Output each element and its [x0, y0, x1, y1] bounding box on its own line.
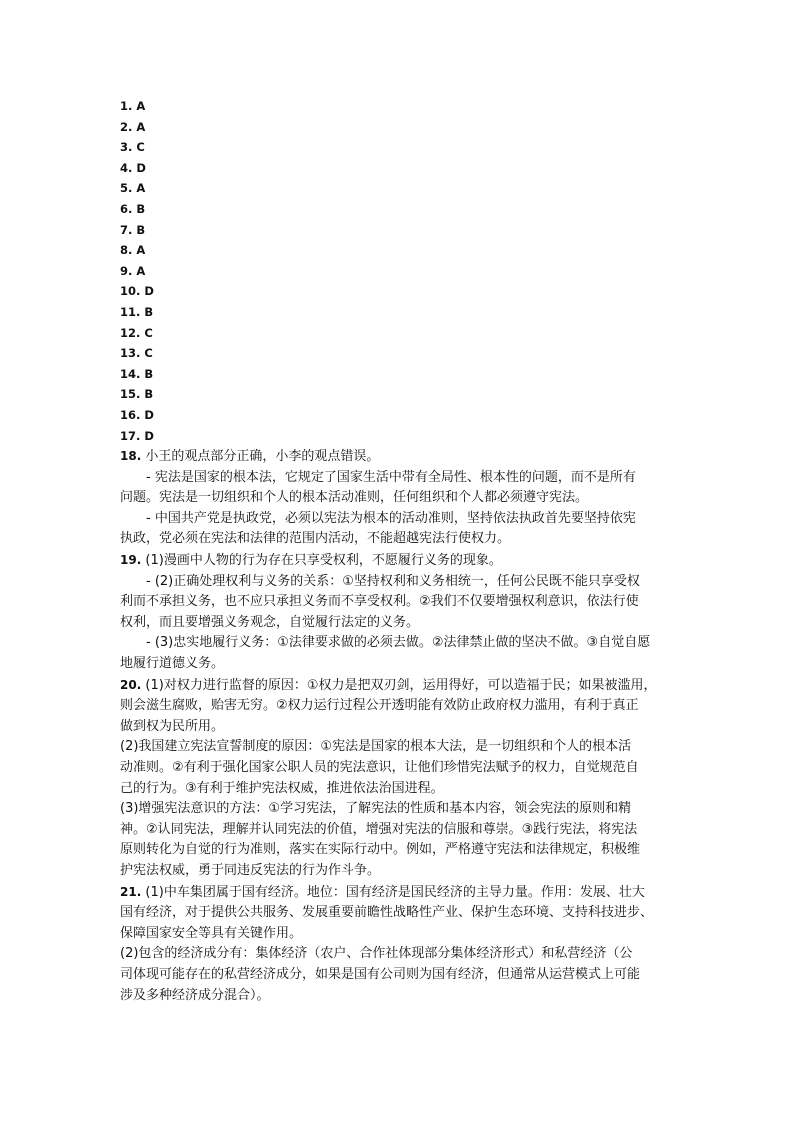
mc-answer-row — [120, 240, 680, 261]
mc-answer-letter: C — [136, 140, 145, 155]
question-number: 19. — [120, 553, 142, 568]
mc-answer-letter: D — [144, 428, 154, 443]
mc-answer-row — [120, 426, 680, 447]
question-number: 15. — [120, 387, 141, 402]
question-number: 17. — [120, 428, 141, 443]
question-19 — [120, 550, 680, 675]
mc-answer-letter: C — [144, 325, 153, 340]
question-number: 9. — [120, 263, 133, 278]
answer-text: 地履行道德义务。 — [120, 656, 225, 672]
answer-text: - (2)正确处理权利与义务的关系：①坚持权利和义务相统一，任何公民既不能只享受权 — [146, 573, 640, 589]
mc-answer-row — [120, 281, 680, 302]
mc-answer-letter: C — [144, 346, 153, 361]
answer-text: (3)增强宪法意识的方法：①学习宪法，了解宪法的性质和基本内容，领会宪法的原则和精 — [120, 801, 632, 817]
mc-answer-row — [120, 178, 680, 199]
answer-document — [120, 96, 680, 1006]
multiple-choice-answers — [120, 96, 680, 446]
answer-text: 利而不承担义务，也不应只承担义务而不享受权利。②我们不仅要增强权利意识，依法行使 — [120, 594, 639, 610]
answer-text: 执政，党必须在宪法和法律的范围内活动，不能超越宪法行使权力。 — [120, 531, 511, 547]
mc-answer-row — [120, 302, 680, 323]
answer-text: (2)我国建立宪法宣誓制度的原因：①宪法是国家的根本大法，是一切组织和个人的根本活 — [120, 739, 632, 755]
mc-answer-letter: D — [144, 407, 154, 422]
mc-answer-letter: B — [144, 304, 154, 319]
question-number: 21. — [120, 884, 142, 899]
question-number: 7. — [120, 222, 133, 237]
question-number: 16. — [120, 407, 141, 422]
question-number: 14. — [120, 366, 141, 381]
answer-text: - 中国共产党是执政党，必须以宪法为根本的活动准则，坚持依法执政首先要坚持依宪 — [146, 510, 636, 526]
answer-text: (1)对权力进行监督的原因：①权力是把双刃剑，运用得好，可以造福于民；如果被滥用， — [141, 677, 657, 693]
answer-text: 问题。宪法是一切组织和个人的根本活动准则，任何组织和个人都必须遵守宪法。 — [120, 490, 589, 506]
mc-answer-row — [120, 96, 680, 117]
question-number: 18. — [120, 449, 142, 464]
answer-text: (2)包含的经济成分有：集体经济（农户、合作社体现部分集体经济形式）和私营经济（公 — [120, 946, 633, 962]
mc-answer-row — [120, 220, 680, 241]
mc-answer-row — [120, 117, 680, 138]
question-number: 4. — [120, 160, 133, 175]
mc-answer-letter: A — [136, 181, 146, 196]
answer-text: 原则转化为自觉的行为准则，落实在实际行动中。例如，严格遵守宪法和法律规定，积极维 — [120, 842, 641, 858]
question-20 — [120, 675, 680, 882]
answer-text: 司体现可能存在的私营经济成分，如果是国有公司则为国有经济，但通常从运营模式上可能 — [120, 966, 641, 982]
mc-answer-row — [120, 323, 680, 344]
mc-answer-row — [120, 343, 680, 364]
question-18 — [120, 446, 680, 550]
mc-answer-letter: D — [136, 160, 146, 175]
mc-answer-letter: D — [144, 284, 154, 299]
mc-answer-letter: B — [144, 387, 154, 402]
answer-text: 则会滋生腐败，贻害无穷。②权力运行过程公开透明能有效防止政府权力滥用，有利于真正 — [120, 698, 639, 714]
answer-text: 神。②认同宪法，理解并认同宪法的价值，增强对宪法的信服和尊崇。③践行宪法，将宪法 — [120, 821, 638, 837]
question-number: 2. — [120, 119, 133, 134]
mc-answer-letter: A — [136, 243, 146, 258]
question-number: 20. — [120, 677, 142, 692]
question-number: 6. — [120, 201, 133, 216]
mc-answer-row — [120, 364, 680, 385]
mc-answer-letter: B — [144, 366, 154, 381]
answer-text: 动准则。②有利于强化国家公职人员的宪法意识，让他们珍惜宪法赋予的权力，自觉规范自 — [120, 760, 639, 775]
answer-text: 保障国家安全等具有关键作用。 — [120, 925, 303, 941]
answer-text: 护宪法权威，勇于同违反宪法的行为作斗争。 — [120, 862, 381, 878]
mc-answer-row — [120, 405, 680, 426]
answer-text: 涉及多种经济成分混合）。 — [120, 987, 270, 1003]
answer-text: 小王的观点部分正确，小李的观点错误。 — [141, 449, 380, 465]
mc-answer-row — [120, 384, 680, 405]
question-number: 11. — [120, 304, 141, 319]
answer-text: 权利，而且要增强义务观念，自觉履行法定的义务。 — [120, 614, 420, 630]
question-number: 8. — [120, 243, 133, 258]
mc-answer-letter: A — [136, 99, 146, 113]
question-number: 5. — [120, 181, 133, 196]
answer-text: 己的行为。③有利于维护宪法权威，推进依法治国进程。 — [120, 780, 444, 796]
question-number: 13. — [120, 346, 141, 361]
question-number: 3. — [120, 140, 133, 155]
question-21 — [120, 882, 680, 1007]
question-number: 12. — [120, 325, 141, 340]
mc-answer-row — [120, 199, 680, 220]
answer-text: 做到权为民所用。 — [120, 718, 225, 734]
answer-text: - 宪法是国家的根本法，它规定了国家生活中带有全局性、根本性的问题，而不是所有 — [146, 469, 636, 485]
mc-answer-letter: A — [136, 263, 146, 278]
mc-answer-row — [120, 137, 680, 158]
answer-text: (1)中车集团属于国有经济。地位：国有经济是国民经济的主导力量。作用：发展、壮大 — [141, 884, 645, 900]
answer-text: (1)漫画中人物的行为存在只享受权利，不愿履行义务的现象。 — [141, 553, 502, 569]
mc-answer-letter: B — [136, 201, 146, 216]
answer-text: - (3)忠实地履行义务：①法律要求做的必须去做。②法律禁止做的坚决不做。③自觉自愿 — [146, 635, 651, 651]
question-number: 10. — [120, 284, 141, 299]
question-number: 1. — [120, 99, 133, 113]
mc-answer-row — [120, 261, 680, 282]
answer-text: 国有经济，对于提供公共服务、发展重要前瞻性战略性产业、保护生态环境、支持科技进步、 — [120, 905, 654, 921]
mc-answer-row — [120, 158, 680, 179]
mc-answer-letter: A — [136, 119, 146, 134]
mc-answer-letter: B — [136, 222, 146, 237]
